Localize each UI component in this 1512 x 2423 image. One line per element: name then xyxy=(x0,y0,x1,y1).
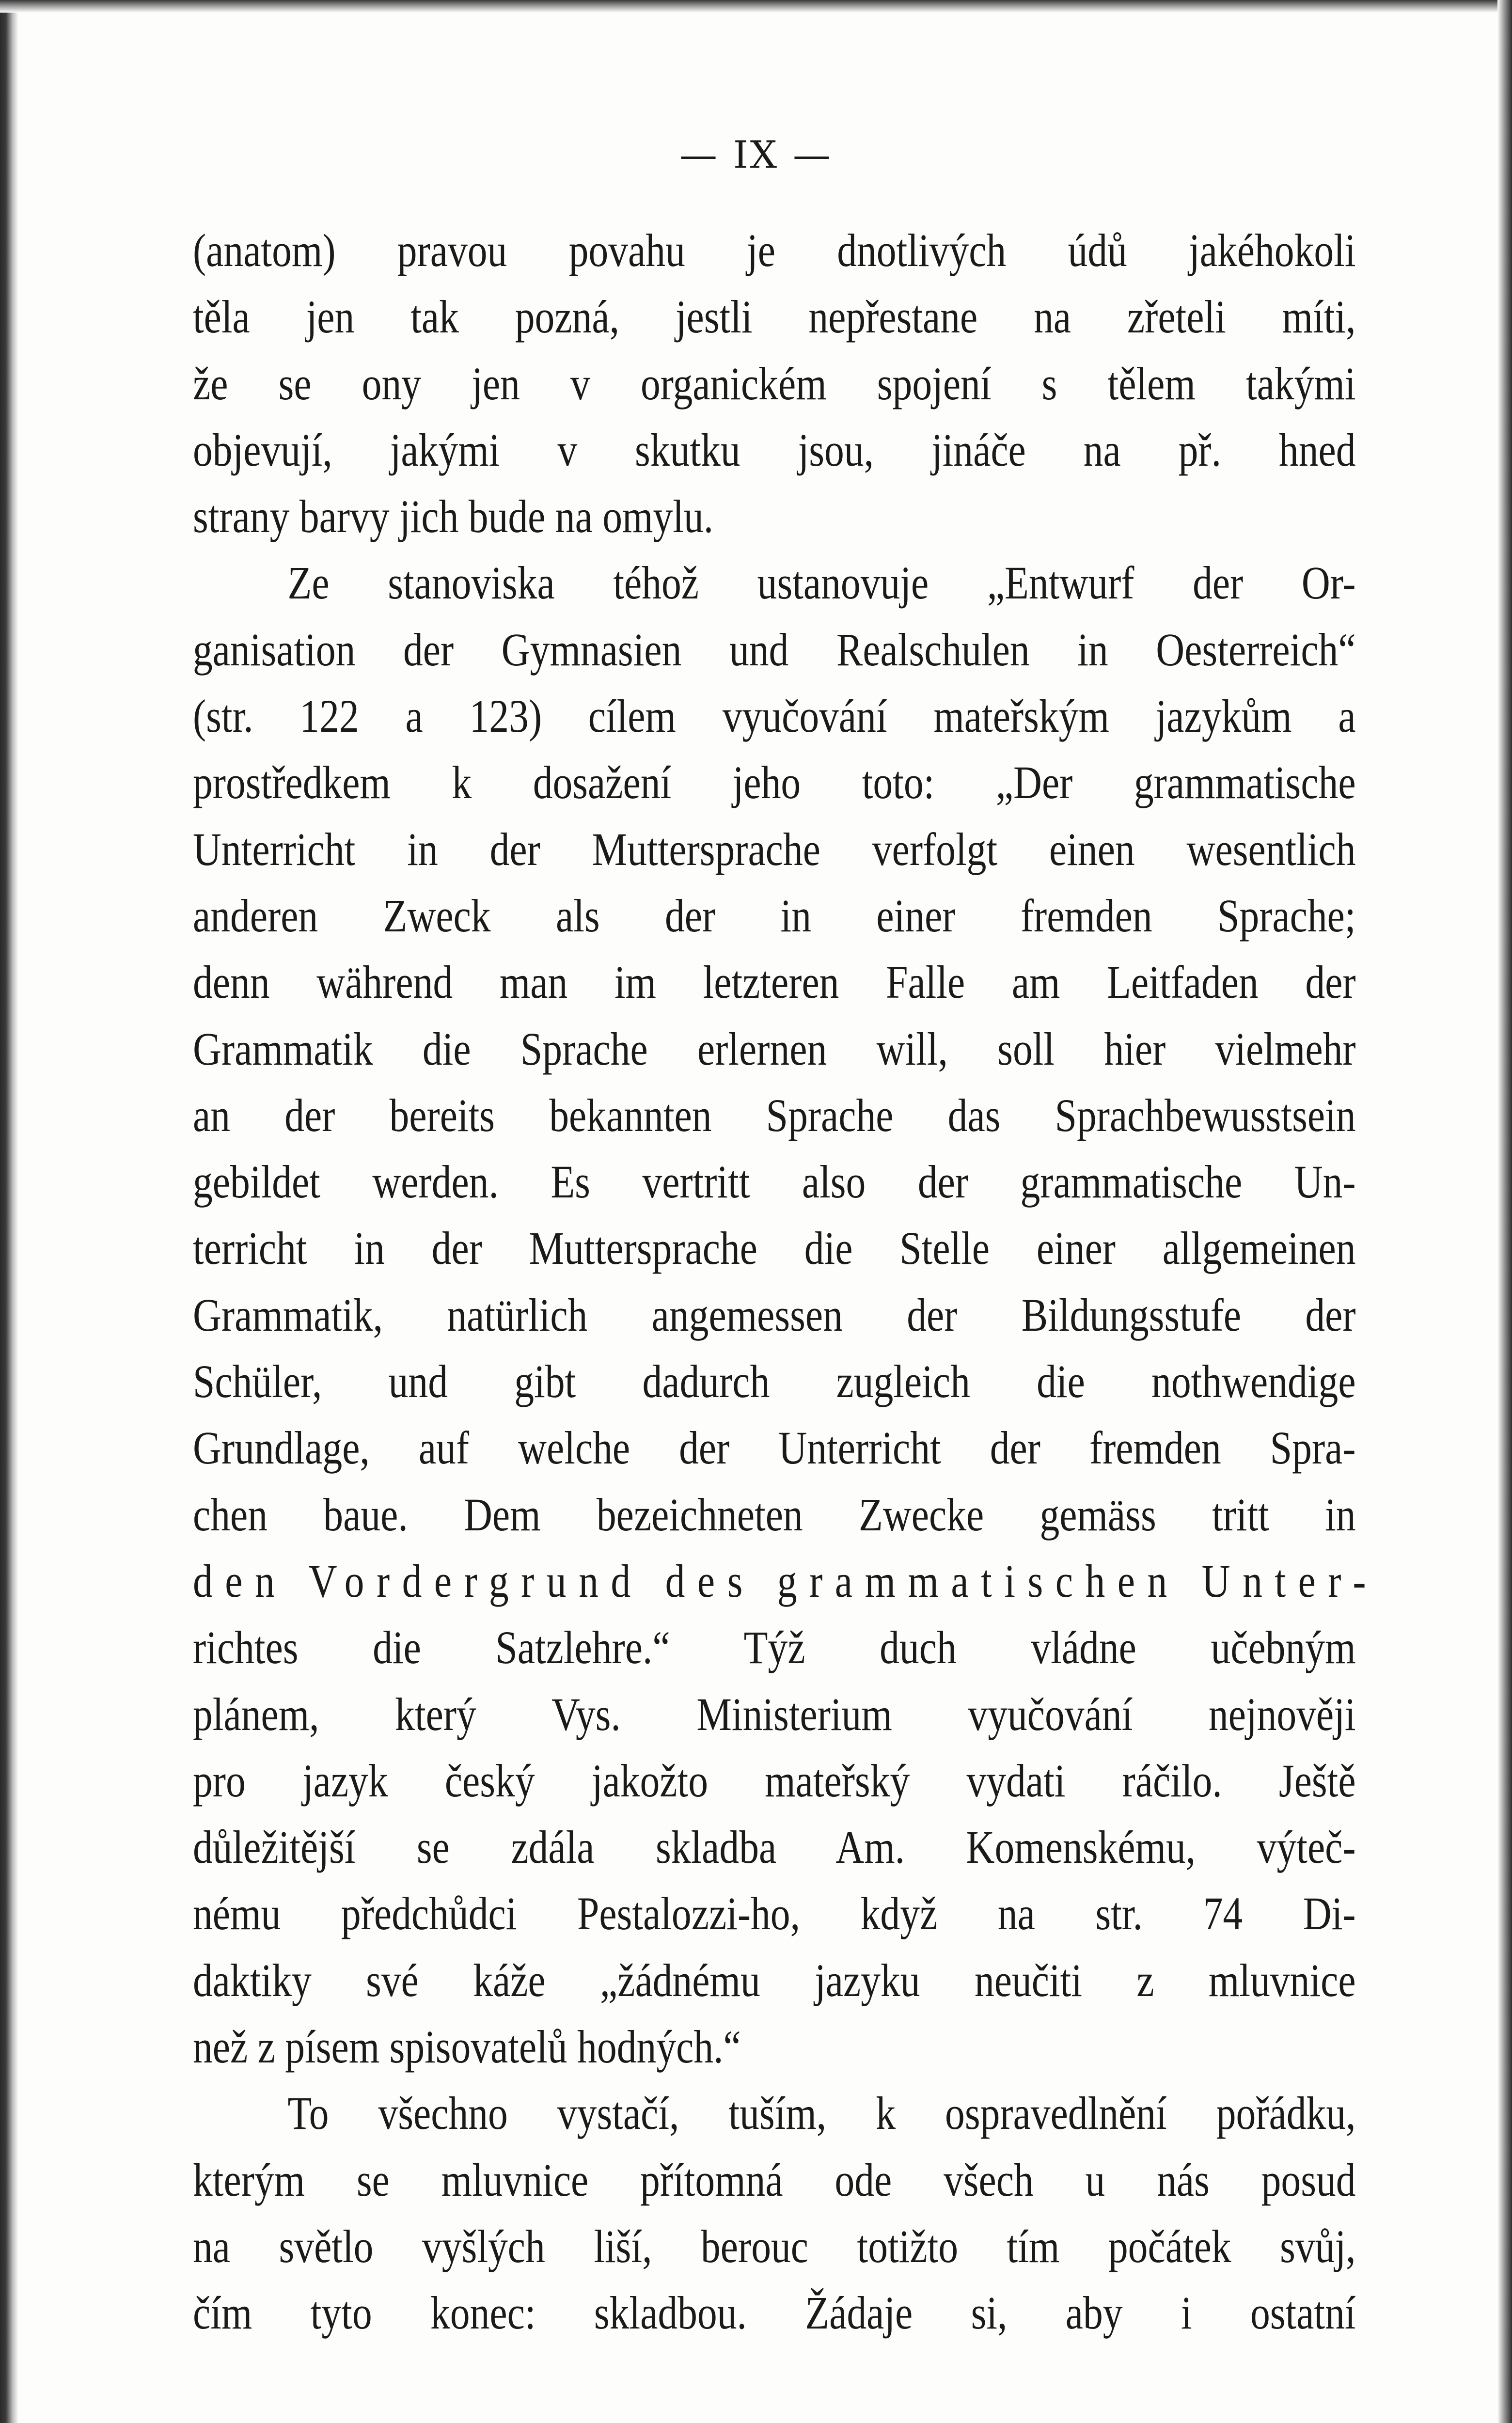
text-line: chen baue. Dem bezeichneten Zwecke gemäss tritt in xyxy=(193,1488,1356,1541)
text-line: To všechno vystačí, tuším, k ospravedlnění pořádku, xyxy=(287,2087,1356,2140)
text-line: důležitější se zdála skladba Am. Komenskému, výteč- xyxy=(193,1821,1356,1873)
text-line: (str. 122 a 123) cílem vyučování mateřským jazykům a xyxy=(193,690,1356,742)
text-line: plánem, který Vys. Ministerium vyučování nejnověji xyxy=(193,1688,1356,1740)
text-line: nému předchůdci Pestalozzi-ho, když na str. 74 Di- xyxy=(193,1888,1356,1940)
text-line: Grammatik, natürlich angemessen der Bildungsstufe der xyxy=(193,1289,1356,1341)
text-line: než z písem spisovatelů hodných.“ xyxy=(193,2021,741,2073)
text-line: Unterricht in der Muttersprache verfolgt einen wesentlich xyxy=(193,823,1356,875)
text-line: objevují, jakými v skutku jsou, jináče na př. hned xyxy=(193,424,1356,476)
text-line: gebildet werden. Es vertritt also der grammatische Un- xyxy=(193,1156,1356,1208)
text-line: anderen Zweck als der in einer fremden Sprache; xyxy=(193,889,1356,942)
page-right-edge xyxy=(1497,0,1512,2423)
text-line: pro jazyk český jakožto mateřský vydati ráčilo. Ještě xyxy=(193,1754,1356,1807)
text-line: daktiky své káže „žádnému jazyku neučiti z mluvnice xyxy=(193,1954,1356,2006)
text-line: na světlo vyšlých liší, berouc totižto tím počátek svůj, xyxy=(193,2220,1356,2272)
page-top-edge xyxy=(0,0,1512,13)
text-line: strany barvy jich bude na omylu. xyxy=(193,490,714,543)
text-line: Ze stanoviska téhož ustanovuje „Entwurf der Or- xyxy=(287,557,1356,609)
text-line: terricht in der Muttersprache die Stelle einer allgemeinen xyxy=(193,1222,1356,1274)
text-line: ganisation der Gymnasien und Realschulen in Oesterreich“ xyxy=(193,623,1356,676)
text-line: čím tyto konec: skladbou. Žádaje si, aby i ostatní xyxy=(193,2287,1356,2339)
body-text xyxy=(193,217,1379,2346)
text-line: Grundlage, auf welche der Unterricht der fremden Spra- xyxy=(193,1422,1356,1474)
text-line: že se ony jen v organickém spojení s tělem takými xyxy=(193,357,1356,409)
text-line: denn während man im letzteren Falle am Leitfaden der xyxy=(193,956,1356,1008)
text-line: an der bereits bekannten Sprache das Sprachbewusstsein xyxy=(193,1089,1356,1141)
text-line: Grammatik die Sprache erlernen will, soll hier vielmehr xyxy=(193,1023,1356,1075)
text-line: kterým se mluvnice přítomná ode všech u nás posud xyxy=(193,2154,1356,2206)
page-number-header: — IX — xyxy=(679,133,833,177)
text-line: těla jen tak pozná, jestli nepřestane na zřeteli míti, xyxy=(193,291,1356,343)
text-line: richtes die Satzlehre.“ Týž duch vládne učebným xyxy=(193,1621,1356,1674)
text-line: prostředkem k dosažení jeho toto: „Der grammatische xyxy=(193,756,1356,809)
page-left-edge xyxy=(0,0,18,2423)
text-line: den Vordergrund des grammatischen Unter- xyxy=(193,1555,1379,1607)
text-line: (anatom) pravou povahu je dnotlivých údů jakéhokoli xyxy=(193,224,1356,276)
text-line: Schüler, und gibt dadurch zugleich die nothwendige xyxy=(193,1355,1356,1408)
